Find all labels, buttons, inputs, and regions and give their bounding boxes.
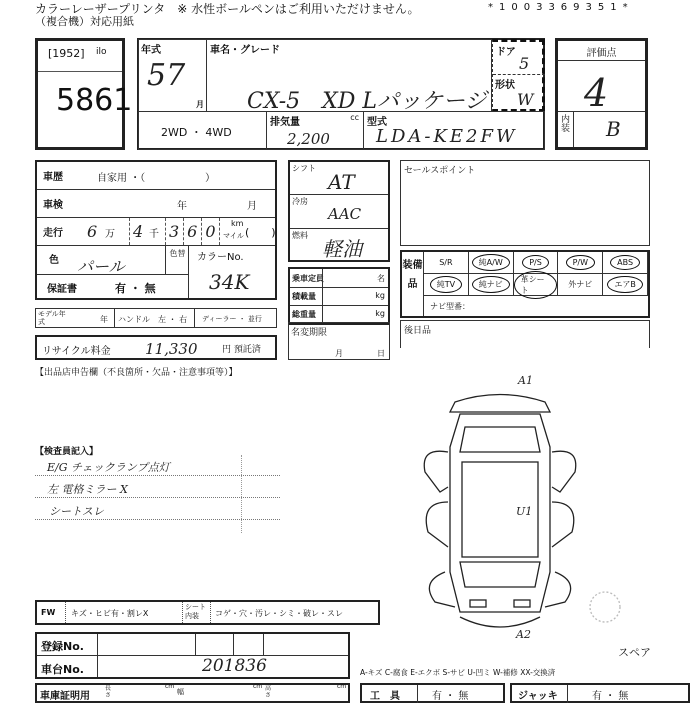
equipment-item-label: 純TV — [430, 276, 462, 293]
load-unit: kg — [375, 291, 385, 300]
fuel-label: 燃料 — [292, 231, 308, 240]
length-label: 長さ — [105, 685, 112, 699]
name-value: CX-5 XD Lパッケージ — [247, 89, 487, 114]
right-headlight — [514, 600, 530, 607]
damage-mark-roof: U1 — [516, 505, 533, 518]
inspection-year: 年 — [177, 201, 187, 212]
name-label: 車名・グレード — [210, 45, 280, 56]
color-value: パール — [77, 257, 125, 276]
equipment-item[interactable] — [603, 252, 648, 274]
inspector-line: 左 電格ミラー X — [47, 483, 128, 496]
inspection-month: 月 — [247, 201, 257, 212]
lot-box — [35, 38, 133, 150]
later-label: 後日品 — [404, 326, 432, 336]
sen-unit: 千 — [149, 229, 159, 240]
color-label: 色 — [49, 255, 59, 266]
paper-note: （複合機）対応用紙 — [35, 15, 134, 28]
fw-label: FW — [41, 608, 56, 617]
ac-value: AAC — [328, 205, 362, 223]
interior-label: 内装 — [558, 111, 574, 147]
model-cell — [363, 111, 545, 150]
equipment-item[interactable] — [514, 274, 559, 296]
width-label: 幅 — [177, 688, 184, 696]
left-headlight — [470, 600, 486, 607]
shape-value: W — [517, 90, 534, 109]
right-rear-door — [552, 451, 576, 492]
lot-suffix: ilo — [96, 47, 107, 57]
equipment-item[interactable] — [603, 274, 648, 296]
equipment-item-label: P/S — [522, 255, 549, 270]
garage-label: 車庫証明用 — [40, 691, 90, 702]
windshield — [460, 562, 540, 587]
km-unit: km — [231, 219, 244, 228]
equipment-item[interactable] — [558, 252, 603, 274]
model-value: LDA-KE2FW — [376, 126, 518, 147]
recycle-value: 11,330 — [145, 340, 198, 358]
spare-label: スペア — [618, 646, 651, 659]
equipment-box — [400, 250, 650, 318]
mileage-rest: 360 — [169, 222, 224, 241]
mileage-sen: 4 — [133, 222, 144, 241]
jack-label: ジャッキ — [518, 691, 558, 702]
registration-box — [35, 632, 350, 679]
recycle-label: リサイクル料金 — [42, 346, 111, 357]
equipment-item-label: 外ナビ — [568, 280, 593, 289]
year-cell — [138, 39, 207, 112]
score-value: 4 — [584, 71, 609, 115]
mileage-row — [37, 218, 275, 246]
capacity-box — [288, 267, 390, 325]
right-front-door — [552, 502, 574, 547]
history-value: 自家用 ・（ ） — [97, 173, 216, 184]
equipment-item[interactable] — [469, 252, 514, 274]
shift-label: シフト — [292, 164, 316, 173]
color-change-label: 色替 — [165, 246, 189, 274]
history-box — [35, 160, 277, 300]
chassis-label: 車台No. — [41, 663, 84, 676]
capacity-label: 乗車定員 — [292, 274, 324, 283]
interior-value: B — [606, 117, 621, 141]
equipment-item-label: 純A/W — [472, 254, 510, 271]
handle-value[interactable]: ハンドル 左 ・ 右 — [118, 315, 188, 324]
score-box — [555, 38, 648, 150]
fuel-value: 軽油 — [322, 237, 362, 261]
equipment-grid — [424, 252, 648, 296]
equipment-item-label: S/R — [439, 258, 453, 267]
transfer-month: 月 — [335, 349, 343, 358]
tools-row — [360, 683, 505, 703]
mileage-paren: ( ) — [245, 226, 276, 239]
score-label: 評価点 — [558, 41, 645, 61]
garage-row — [35, 683, 350, 703]
model-year-unit: 年 — [100, 315, 108, 324]
later-items-box — [400, 320, 650, 348]
shift-value: AT — [328, 170, 355, 194]
left-rear-door — [424, 451, 448, 492]
equipment-item-label: P/W — [566, 255, 595, 270]
displacement-label: 排気量 — [270, 117, 300, 128]
warranty-value[interactable]: 有 ・ 無 — [115, 282, 156, 295]
inspector-notes — [35, 455, 280, 533]
lot-number: 5861 — [56, 83, 133, 118]
dealer-value[interactable]: ディーラー ・ 並行 — [202, 315, 262, 323]
damage-mark-front: A2 — [516, 628, 531, 641]
drive-cell — [138, 111, 267, 150]
sales-point-label: セールスポイント — [404, 166, 476, 176]
month-label: 月 — [196, 100, 204, 109]
equipment-item[interactable] — [424, 252, 469, 274]
chassis-value: 201836 — [202, 656, 267, 676]
door-label: ドア — [496, 47, 516, 58]
front-bumper — [460, 617, 540, 627]
equipment-item-label: 革シート — [514, 271, 558, 299]
inspector-label: 【検査員記入】 — [35, 447, 99, 457]
specs-box — [288, 160, 390, 262]
left-front-door — [426, 502, 448, 547]
car-body-outline — [450, 414, 550, 612]
color-no-label: カラーNo. — [197, 252, 244, 263]
fw-items: キズ・ヒビ有・割レX — [71, 609, 149, 618]
warranty-label: 保証書 — [47, 284, 77, 295]
spare-tire — [590, 592, 620, 622]
height-label: 高さ — [265, 685, 272, 699]
equipment-item[interactable] — [558, 274, 603, 296]
sales-point-box — [400, 160, 650, 246]
damage-legend: A-キズ C-腐食 E-エクボ S-サビ U-凹ミ W-補修 XX-交換済 — [360, 668, 556, 677]
transfer-day: 日 — [377, 349, 385, 358]
cc-unit: cc — [350, 113, 359, 122]
cm-unit: cm — [165, 683, 175, 690]
equipment-item-label: エアB — [607, 276, 643, 293]
jack-value[interactable]: 有 ・ 無 — [592, 691, 629, 702]
model-label: 型式 — [367, 117, 387, 128]
door-value: 5 — [519, 54, 530, 73]
recycle-row — [35, 335, 277, 360]
barcode-number: *1003369351* — [488, 2, 634, 13]
transfer-label: 名変期限 — [291, 328, 328, 338]
inspector-line: シートスレ — [49, 505, 104, 518]
damage-mark-top: A1 — [518, 374, 533, 387]
jack-row — [510, 683, 690, 703]
reg-label: 登録No. — [41, 640, 84, 653]
gross-label: 総重量 — [292, 310, 316, 319]
model-year-label: モデル年式 — [38, 310, 66, 326]
color-no-value: 34K — [209, 270, 250, 294]
year-value: 57 — [147, 58, 186, 93]
tool-label: 工 具 — [370, 691, 400, 702]
seller-notes-label: 【出品店申告欄（不良箇所・欠品・注意事項等）】 — [35, 368, 238, 378]
fw-row — [35, 600, 380, 625]
seat-label: シート内装 — [185, 603, 206, 620]
man-unit: 万 — [105, 229, 115, 240]
lot-code: [1952] — [48, 47, 85, 60]
equipment-item-label: ABS — [610, 255, 640, 270]
cm-unit: cm — [337, 683, 347, 690]
rear-window — [460, 427, 540, 452]
shape-label: 形状 — [495, 80, 515, 91]
cm-unit: cm — [253, 683, 263, 690]
inspection-label: 車検 — [43, 200, 63, 211]
inspector-line: E/G チェックランプ点灯 — [47, 461, 170, 474]
drive-label: 2WD ・ 4WD — [161, 126, 232, 139]
name-cell — [206, 39, 492, 112]
recycle-unit: 円 預託済 — [222, 345, 261, 355]
capacity-unit: 名 — [377, 274, 385, 283]
equipment-item-label: 純ナビ — [472, 276, 510, 293]
car-diagram — [400, 372, 630, 647]
vehicle-box — [137, 38, 545, 150]
model-year-row — [35, 308, 277, 328]
tool-value[interactable]: 有 ・ 無 — [432, 691, 469, 702]
equipment-item[interactable] — [424, 274, 469, 296]
mile-unit: マイル — [223, 232, 244, 240]
transfer-deadline — [288, 322, 390, 360]
mileage-man: 6 — [87, 222, 98, 241]
mileage-label: 走行 — [43, 228, 63, 239]
year-label: 年式 — [141, 45, 161, 56]
displacement-value: 2,200 — [287, 130, 330, 148]
seat-items: コゲ・穴・汚レ・シミ・破レ・スレ — [215, 609, 343, 618]
history-label: 車歴 — [43, 172, 63, 183]
equipment-item[interactable] — [469, 274, 514, 296]
navi-label: ナビ型番： — [430, 302, 470, 311]
ac-label: 冷房 — [292, 197, 308, 206]
equipment-label: 装備品 — [402, 252, 424, 316]
displacement-cell — [266, 111, 364, 150]
load-label: 積載量 — [292, 292, 316, 301]
rear-spoiler — [450, 395, 550, 413]
door-cell — [492, 39, 545, 112]
gross-unit: kg — [375, 309, 385, 318]
printer-note: カラーレーザープリンタ ※ 水性ボールペンはご利用いただけません。 — [35, 2, 420, 16]
